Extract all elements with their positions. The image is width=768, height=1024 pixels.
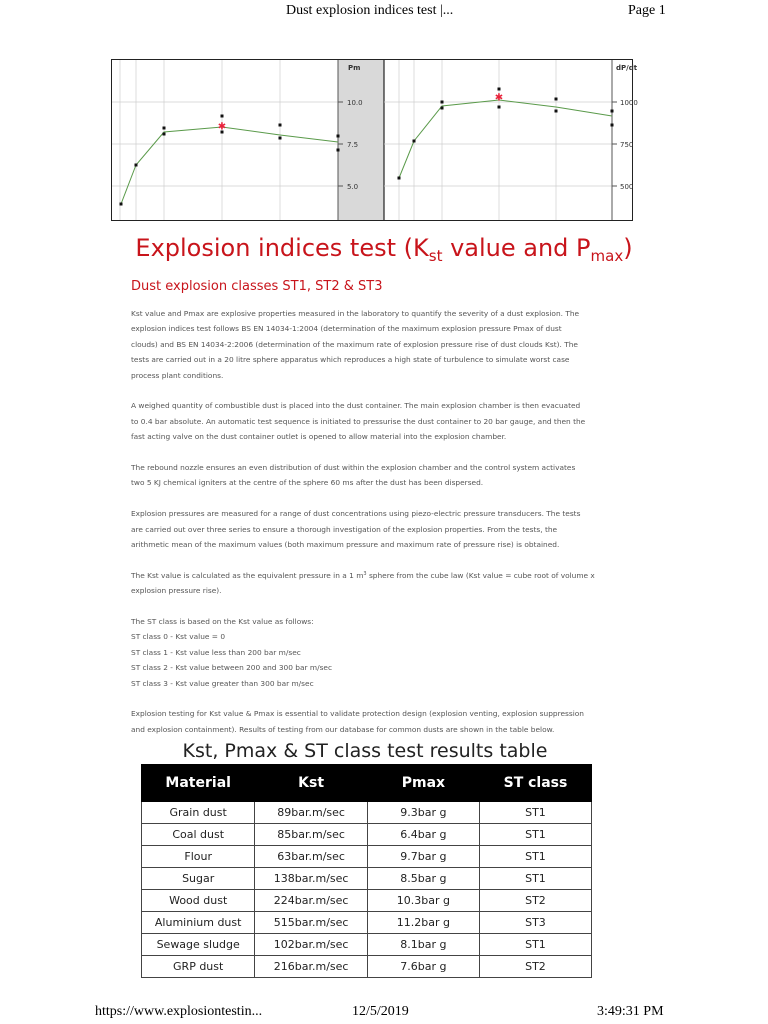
pressure-rise-chart (384, 60, 638, 220)
table-cell: ST2 (479, 956, 591, 978)
table-title: Kst, Pmax & ST class test results table (182, 740, 548, 762)
table-cell: 224bar.m/sec (255, 890, 368, 912)
table-row (142, 956, 592, 978)
st-class-item: ST class 3 - Kst value greater than 300 bar m/sec (131, 678, 314, 688)
body-line: explosion indices test follows BS EN 14034-1:2004 (determination of the maximum explosion pressure Pmax of dust (131, 324, 562, 334)
title-subscript-max: max (590, 247, 624, 265)
pressure-rise-max-marker: ✱ (494, 92, 504, 104)
results-table (141, 764, 592, 978)
data-point (441, 101, 444, 104)
body-line: two 5 KJ chemical igniters at the centre of the sphere 60 ms after the dust has been dispersed. (131, 478, 484, 488)
cube-law-text: The Kst value is calculated as the equivalent pressure in a 1 m (131, 570, 364, 580)
data-point (337, 135, 340, 138)
st-class-item: ST class 1 - Kst value less than 200 bar m/sec (131, 647, 301, 657)
body-line: process plant conditions. (131, 370, 224, 380)
table-row (142, 934, 592, 956)
data-point (163, 133, 166, 136)
pressure-rise-chart-grid (384, 60, 612, 220)
table-cell: GRP dust (142, 956, 255, 978)
table-row (142, 802, 592, 824)
pressure-axis-label: Pm (348, 64, 361, 72)
section-subtitle: Dust explosion classes ST1, ST2 & ST3 (131, 279, 383, 294)
body-line: The ST class is based on the Kst value as follows: (131, 617, 314, 627)
table-header-cell: Material (142, 765, 255, 802)
table-cell: Wood dust (142, 890, 255, 912)
data-point (398, 177, 401, 180)
data-point (611, 124, 614, 127)
body-line: Kst value and Pmax are explosive properties measured in the laboratory to quantify the severity of a dust explosion. The (131, 309, 580, 318)
table-cell: 11.2bar g (367, 912, 479, 934)
data-point (135, 164, 138, 167)
body-line: are carried out over three series to ensure a thorough investigation of the explosion properties. From the tests, the (131, 524, 558, 534)
table-header-cell: Pmax (367, 765, 479, 802)
table-cell: Aluminium dust (142, 912, 255, 934)
data-point (441, 107, 444, 110)
data-point (555, 110, 558, 113)
print-header-title: Dust explosion indices test |... (286, 3, 454, 18)
table-header-cell: Kst (255, 765, 368, 802)
table-cell: 63bar.m/sec (255, 846, 368, 868)
body-line: clouds) and BS EN 14034-2:2006 (determination of the maximum rate of explosion pressure rise of dust clouds Kst). The (131, 339, 578, 349)
table-cell: Coal dust (142, 824, 255, 846)
body-line: fast acting valve on the dust container outlet is opened to allow material into the explosion chamber. (131, 432, 507, 442)
table-cell: ST3 (479, 912, 591, 934)
table-cell: ST1 (479, 868, 591, 890)
data-point (413, 140, 416, 143)
data-point (498, 106, 501, 109)
table-cell: ST2 (479, 890, 591, 912)
st-class-item: ST class 2 - Kst value between 200 and 300 bar m/sec (131, 663, 333, 673)
data-point (279, 137, 282, 140)
explosion-charts-figure (111, 59, 638, 221)
article-body (131, 306, 611, 737)
print-header-page-number: Page 1 (628, 3, 666, 18)
table-row (142, 868, 592, 890)
table-cell: Sugar (142, 868, 255, 890)
data-point (498, 88, 501, 91)
pressure-tick-label: 5.0 (347, 183, 359, 191)
pressure-rise-series-line (399, 100, 612, 178)
cube-superscript: 3 (363, 570, 367, 577)
table-cell: Flour (142, 846, 255, 868)
body-line: to 0.4 bar absolute. An automatic test sequence is initiated to pressurise the dust container to 20 bar gauge, and then the (131, 416, 586, 426)
body-line: Explosion pressures are measured for a range of dust concentrations using piezo-electric pressure transducers. The tests (131, 509, 581, 519)
pressure-rise-tick-label: 500 (620, 183, 634, 191)
table-cell: 138bar.m/sec (255, 868, 368, 890)
table-header-row (142, 765, 592, 802)
print-footer-date: 12/5/2019 (352, 1004, 409, 1019)
table-cell: 8.5bar g (367, 868, 479, 890)
pressure-axis-panel (338, 60, 384, 220)
data-point (555, 98, 558, 101)
cube-law-text-cont: sphere from the cube law (Kst value = cube root of volume x (366, 570, 595, 580)
pressure-tick-label: 10.0 (347, 99, 363, 107)
data-point (120, 203, 123, 206)
table-cell: 515bar.m/sec (255, 912, 368, 934)
table-cell: 6.4bar g (367, 824, 479, 846)
table-row (142, 824, 592, 846)
st-class-item: ST class 0 - Kst value = 0 (131, 632, 226, 642)
table-cell: ST1 (479, 802, 591, 824)
table-cell: 89bar.m/sec (255, 802, 368, 824)
body-line: tests are carried out in a 20 litre sphere apparatus which reproduces a high state of turbulence to simulate worst case (131, 355, 570, 365)
pressure-chart (112, 60, 384, 220)
table-cell: 8.1bar g (367, 934, 479, 956)
title-suffix: ) (623, 234, 633, 262)
table-header-cell: ST class (479, 765, 591, 802)
table-cell: 9.3bar g (367, 802, 479, 824)
print-footer (0, 1004, 768, 1024)
table-cell: ST1 (479, 846, 591, 868)
page-title (0, 234, 768, 265)
print-header (0, 2, 768, 22)
table-cell: Grain dust (142, 802, 255, 824)
pressure-chart-grid (112, 60, 338, 220)
body-line: A weighed quantity of combustible dust is placed into the dust container. The main explosion chamber is then evacuated (131, 401, 581, 411)
data-point (611, 110, 614, 113)
table-cell: 7.6bar g (367, 956, 479, 978)
table-cell: ST1 (479, 824, 591, 846)
print-footer-time: 3:49:31 PM (597, 1004, 664, 1019)
table-cell: ST1 (479, 934, 591, 956)
table-row (142, 912, 592, 934)
data-point (221, 115, 224, 118)
pressure-rise-axis-label: dP/dt (616, 64, 638, 72)
body-line: arithmetic mean of the maximum values (both maximum pressure and maximum rate of pressure rise) is obtained. (131, 540, 560, 550)
title-middle: value and P (442, 234, 591, 262)
title-prefix: Explosion indices test (K (135, 234, 429, 262)
table-cell: 10.3bar g (367, 890, 479, 912)
explosion-charts-svg (112, 60, 638, 220)
pressure-max-marker: ✱ (217, 121, 227, 133)
body-line: and explosion containment). Results of testing from our database for common dusts are shown in the table below. (131, 724, 555, 734)
pressure-tick-label: 7.5 (347, 141, 359, 149)
pressure-series-line (121, 127, 338, 204)
table-cell: 85bar.m/sec (255, 824, 368, 846)
table-cell: 9.7bar g (367, 846, 479, 868)
body-line: Explosion testing for Kst value & Pmax is essential to validate protection design (explosion venting, explosion suppression (131, 709, 584, 719)
pressure-rise-tick-label: 1000 (620, 99, 638, 107)
pressure-rise-tick-label: 750 (620, 141, 634, 149)
body-line (131, 568, 611, 583)
table-cell: Sewage sludge (142, 934, 255, 956)
body-line: explosion pressure rise). (131, 586, 222, 596)
table-row (142, 846, 592, 868)
data-point (163, 127, 166, 130)
data-point (279, 124, 282, 127)
title-subscript-st: st (428, 247, 443, 265)
data-point (337, 149, 340, 152)
print-footer-url: https://www.explosiontestin... (95, 1004, 263, 1019)
table-cell: 216bar.m/sec (255, 956, 368, 978)
pressure-rise-axis-area (612, 60, 632, 220)
table-row (142, 890, 592, 912)
table-cell: 102bar.m/sec (255, 934, 368, 956)
body-line: The rebound nozzle ensures an even distribution of dust within the explosion chamber and the control system activates (131, 463, 576, 473)
